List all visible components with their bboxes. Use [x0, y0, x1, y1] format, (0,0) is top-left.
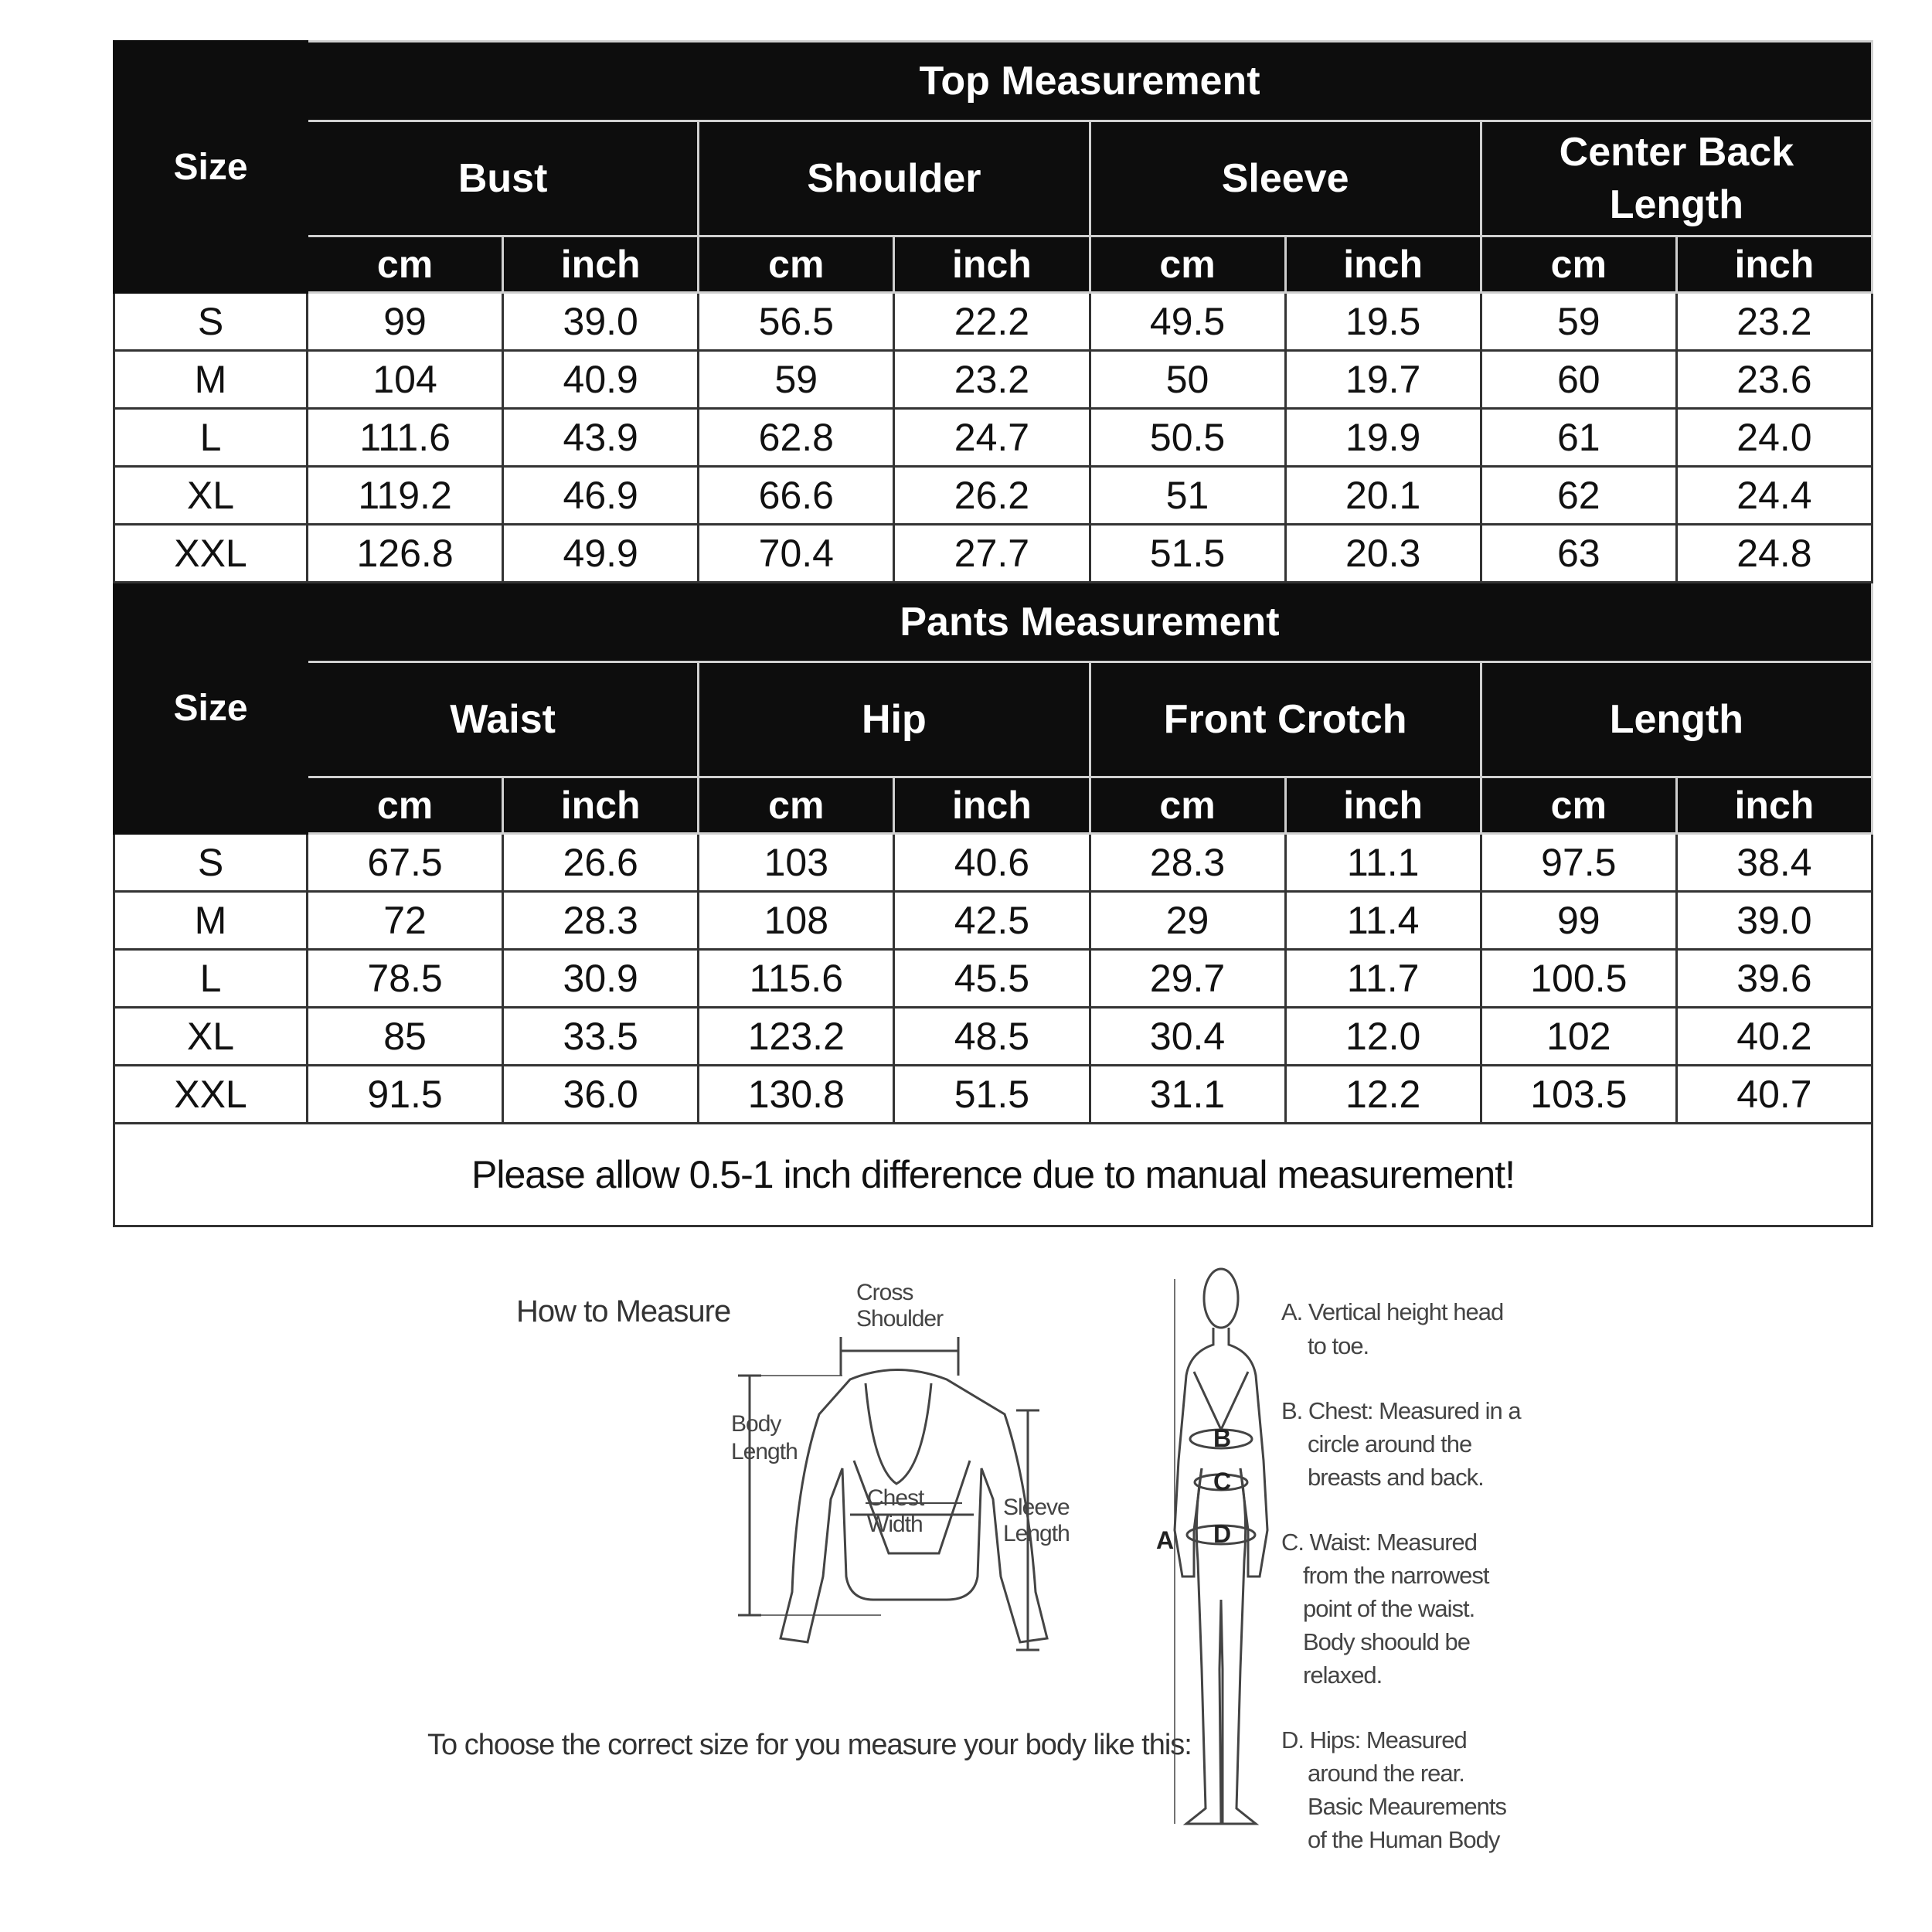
value-cell: 99	[308, 293, 503, 351]
value-cell: 50.5	[1090, 409, 1285, 467]
body-letter-label: D	[1213, 1520, 1231, 1548]
value-cell: 39.0	[1676, 892, 1872, 950]
value-cell: 19.9	[1285, 409, 1481, 467]
note-b-line: B. Chest: Measured in a	[1281, 1397, 1521, 1424]
value-cell: 11.7	[1285, 950, 1481, 1008]
instruction-text: To choose the correct size for you measure your body like this:	[427, 1729, 1192, 1761]
value-cell: 29	[1090, 892, 1285, 950]
value-cell: 59	[699, 351, 894, 409]
unit-header: cm	[1090, 236, 1285, 293]
value-cell: 12.2	[1285, 1066, 1481, 1124]
size-cell: XL	[114, 1008, 308, 1066]
value-cell: 39.0	[503, 293, 699, 351]
top-size-header: Size	[114, 42, 308, 293]
unit-header: cm	[699, 777, 894, 834]
pants-group-header: Front Crotch	[1090, 662, 1481, 777]
value-cell: 130.8	[699, 1066, 894, 1124]
sleeve-length-label: Sleeve	[1003, 1495, 1070, 1520]
note-c-line: C. Waist: Measured	[1281, 1529, 1478, 1556]
unit-header: cm	[308, 236, 503, 293]
value-cell: 51.5	[894, 1066, 1090, 1124]
value-cell: 11.4	[1285, 892, 1481, 950]
pants-size-header: Size	[114, 583, 308, 834]
table-row	[114, 467, 1872, 525]
unit-header: inch	[503, 236, 699, 293]
size-cell: M	[114, 892, 308, 950]
how-to-measure-title: How to Measure	[516, 1294, 731, 1328]
chest-width-label: Chest	[867, 1485, 924, 1511]
top-group-header: Center Back Length	[1481, 121, 1872, 236]
table-row	[114, 525, 1872, 583]
size-cell: M	[114, 351, 308, 409]
value-cell: 28.3	[503, 892, 699, 950]
value-cell: 102	[1481, 1008, 1676, 1066]
value-cell: 26.6	[503, 834, 699, 892]
body-letter-label: A	[1156, 1526, 1174, 1554]
value-cell: 66.6	[699, 467, 894, 525]
value-cell: 27.7	[894, 525, 1090, 583]
value-cell: 61	[1481, 409, 1676, 467]
note-b-line: breasts and back.	[1308, 1464, 1484, 1491]
value-cell: 50	[1090, 351, 1285, 409]
value-cell: 33.5	[503, 1008, 699, 1066]
value-cell: 56.5	[699, 293, 894, 351]
body-length-label: Length	[731, 1439, 798, 1464]
value-cell: 29.7	[1090, 950, 1285, 1008]
value-cell: 38.4	[1676, 834, 1872, 892]
top-group-header: Shoulder	[699, 121, 1090, 236]
value-cell: 72	[308, 892, 503, 950]
value-cell: 59	[1481, 293, 1676, 351]
note-a-line: to toe.	[1308, 1332, 1369, 1359]
measurement-note: Please allow 0.5-1 inch difference due to manual measurement!	[114, 1124, 1872, 1226]
value-cell: 20.1	[1285, 467, 1481, 525]
unit-header: cm	[699, 236, 894, 293]
size-cell: S	[114, 293, 308, 351]
value-cell: 49.5	[1090, 293, 1285, 351]
how-to-measure-illustration	[0, 1236, 1932, 1932]
top-measurement-title: Top Measurement	[308, 42, 1872, 121]
value-cell: 63	[1481, 525, 1676, 583]
note-d-line: of the Human Body	[1308, 1826, 1500, 1853]
value-cell: 60	[1481, 351, 1676, 409]
cross-shoulder-label: Shoulder	[856, 1306, 944, 1332]
body-letter-label: C	[1213, 1468, 1231, 1495]
value-cell: 85	[308, 1008, 503, 1066]
value-cell: 19.7	[1285, 351, 1481, 409]
value-cell: 40.6	[894, 834, 1090, 892]
value-cell: 36.0	[503, 1066, 699, 1124]
top-group-header: Sleeve	[1090, 121, 1481, 236]
value-cell: 19.5	[1285, 293, 1481, 351]
value-cell: 115.6	[699, 950, 894, 1008]
value-cell: 31.1	[1090, 1066, 1285, 1124]
value-cell: 51.5	[1090, 525, 1285, 583]
value-cell: 23.2	[894, 351, 1090, 409]
value-cell: 103.5	[1481, 1066, 1676, 1124]
size-chart-table	[113, 40, 1873, 1227]
value-cell: 40.9	[503, 351, 699, 409]
value-cell: 40.2	[1676, 1008, 1872, 1066]
value-cell: 78.5	[308, 950, 503, 1008]
value-cell: 30.9	[503, 950, 699, 1008]
unit-header: inch	[1676, 777, 1872, 834]
pants-group-header: Hip	[699, 662, 1090, 777]
note-c-line: point of the waist.	[1303, 1595, 1475, 1622]
value-cell: 51	[1090, 467, 1285, 525]
note-d-line: D. Hips: Measured	[1281, 1726, 1467, 1753]
value-cell: 111.6	[308, 409, 503, 467]
value-cell: 46.9	[503, 467, 699, 525]
size-cell: XXL	[114, 1066, 308, 1124]
pants-rows	[114, 834, 1872, 1124]
value-cell: 30.4	[1090, 1008, 1285, 1066]
value-cell: 70.4	[699, 525, 894, 583]
value-cell: 97.5	[1481, 834, 1676, 892]
sleeve-length-label: Length	[1003, 1521, 1070, 1546]
unit-header: cm	[1481, 236, 1676, 293]
value-cell: 24.4	[1676, 467, 1872, 525]
value-cell: 67.5	[308, 834, 503, 892]
value-cell: 91.5	[308, 1066, 503, 1124]
value-cell: 28.3	[1090, 834, 1285, 892]
value-cell: 24.0	[1676, 409, 1872, 467]
value-cell: 100.5	[1481, 950, 1676, 1008]
value-cell: 126.8	[308, 525, 503, 583]
table-row	[114, 892, 1872, 950]
table-row	[114, 293, 1872, 351]
value-cell: 40.7	[1676, 1066, 1872, 1124]
value-cell: 23.2	[1676, 293, 1872, 351]
value-cell: 20.3	[1285, 525, 1481, 583]
size-cell: L	[114, 950, 308, 1008]
body-letter-label: B	[1213, 1424, 1231, 1452]
value-cell: 12.0	[1285, 1008, 1481, 1066]
table-row	[114, 409, 1872, 467]
value-cell: 108	[699, 892, 894, 950]
value-cell: 11.1	[1285, 834, 1481, 892]
top-group-header: Bust	[308, 121, 699, 236]
note-c-line: relaxed.	[1303, 1662, 1383, 1689]
unit-header: inch	[1676, 236, 1872, 293]
unit-header: inch	[1285, 236, 1481, 293]
body-length-label: Body	[731, 1411, 781, 1437]
value-cell: 45.5	[894, 950, 1090, 1008]
chest-width-label: Width	[867, 1512, 923, 1537]
value-cell: 39.6	[1676, 950, 1872, 1008]
unit-header: cm	[1090, 777, 1285, 834]
value-cell: 62	[1481, 467, 1676, 525]
unit-header: cm	[1481, 777, 1676, 834]
note-b-line: circle around the	[1308, 1430, 1472, 1458]
unit-header: inch	[894, 236, 1090, 293]
value-cell: 42.5	[894, 892, 1090, 950]
pants-group-header: Length	[1481, 662, 1872, 777]
table-row	[114, 1066, 1872, 1124]
table-row	[114, 351, 1872, 409]
value-cell: 103	[699, 834, 894, 892]
table-row	[114, 1008, 1872, 1066]
note-c-line: from the narrowest	[1303, 1562, 1489, 1589]
value-cell: 62.8	[699, 409, 894, 467]
size-cell: XXL	[114, 525, 308, 583]
size-cell: L	[114, 409, 308, 467]
table-row	[114, 950, 1872, 1008]
value-cell: 104	[308, 351, 503, 409]
note-a-line: A. Vertical height head	[1281, 1298, 1504, 1325]
cross-shoulder-label: Cross	[856, 1280, 913, 1305]
value-cell: 123.2	[699, 1008, 894, 1066]
unit-header: inch	[503, 777, 699, 834]
note-c-line: Body shoould be	[1303, 1628, 1470, 1655]
note-d-line: around the rear.	[1308, 1760, 1464, 1787]
value-cell: 119.2	[308, 467, 503, 525]
value-cell: 22.2	[894, 293, 1090, 351]
value-cell: 48.5	[894, 1008, 1090, 1066]
size-cell: XL	[114, 467, 308, 525]
value-cell: 24.7	[894, 409, 1090, 467]
how-to-measure-section	[0, 1236, 1932, 1932]
unit-header: inch	[1285, 777, 1481, 834]
pants-group-header: Waist	[308, 662, 699, 777]
pants-measurement-title: Pants Measurement	[308, 583, 1872, 662]
value-cell: 26.2	[894, 467, 1090, 525]
size-cell: S	[114, 834, 308, 892]
note-d-line: Basic Meaurements	[1308, 1793, 1506, 1820]
value-cell: 24.8	[1676, 525, 1872, 583]
unit-header: inch	[894, 777, 1090, 834]
value-cell: 99	[1481, 892, 1676, 950]
value-cell: 49.9	[503, 525, 699, 583]
unit-header: cm	[308, 777, 503, 834]
value-cell: 23.6	[1676, 351, 1872, 409]
top-rows	[114, 293, 1872, 583]
value-cell: 43.9	[503, 409, 699, 467]
table-row	[114, 834, 1872, 892]
